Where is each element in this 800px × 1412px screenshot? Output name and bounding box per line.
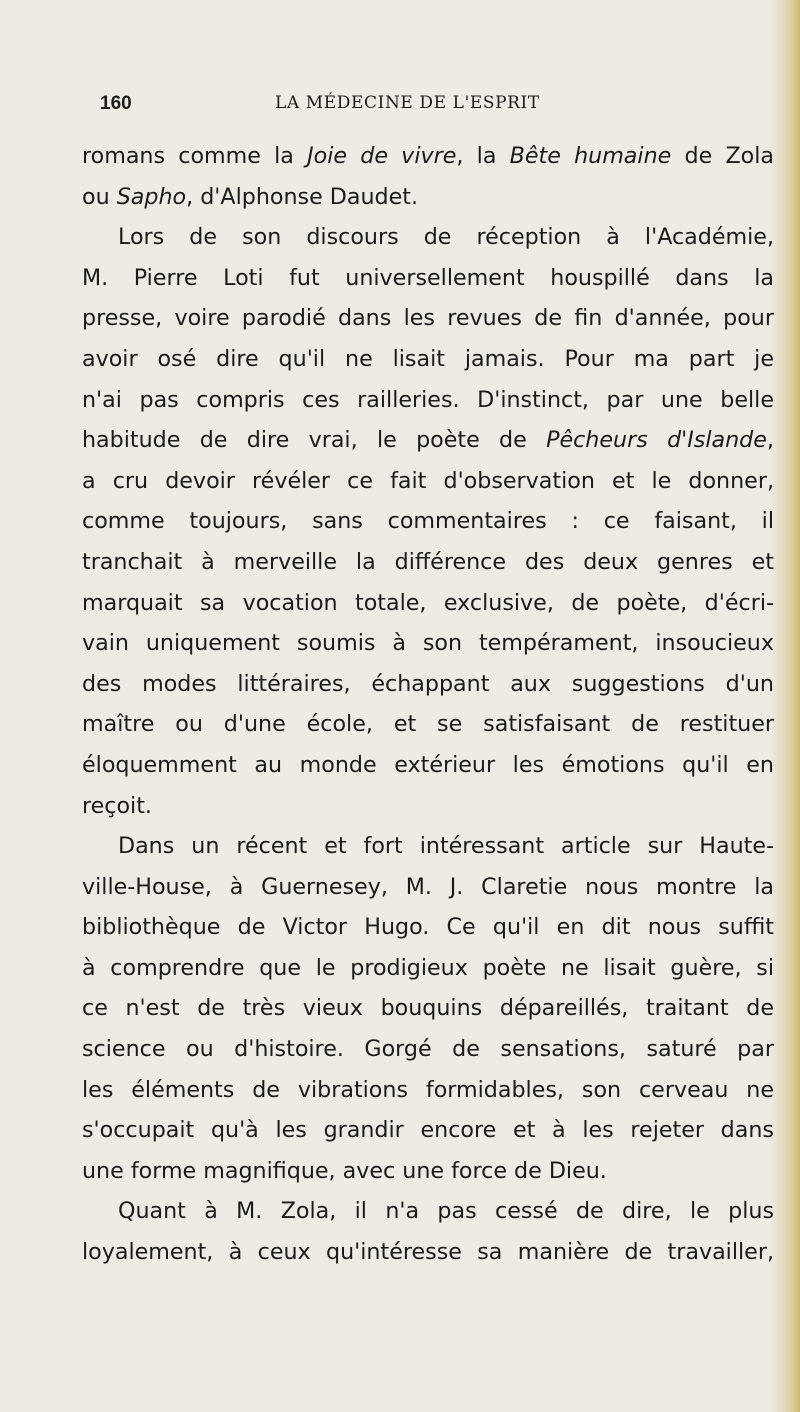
text-line: des modes littéraires, échappant aux suggestions d'un — [82, 670, 774, 697]
body-text — [82, 136, 774, 1273]
paragraph-start-line: Lors de son discours de réception à l'Académie, — [118, 224, 774, 251]
text-line: reçoit. — [82, 792, 152, 819]
text-line: à comprendre que le prodigieux poète ne lisait guère, si — [82, 954, 774, 981]
text-line: vain uniquement soumis à son tempérament, insoucieux — [82, 630, 774, 657]
book-title-sapho: Sapho — [116, 183, 187, 210]
text-line: habitude de dire vrai, le poète de Pêcheurs d'Islande, — [82, 427, 774, 454]
text-line: science ou d'histoire. Gorgé de sensations, saturé par — [82, 1036, 774, 1063]
text-line: s'occupait qu'à les grandir encore et à les rejeter dans — [82, 1117, 774, 1144]
text-line: tranchait à merveille la différence des deux genres et — [82, 548, 774, 575]
paragraph-start-line: Quant à M. Zola, il n'a pas cessé de dire, le plus — [118, 1198, 774, 1225]
running-title: LA MÉDECINE DE L'ESPRIT — [275, 93, 540, 113]
book-title-joie-de-vivre: Joie de vivre — [307, 143, 457, 169]
text-line: avoir osé dire qu'il ne lisait jamais. Pour ma part je — [82, 345, 774, 372]
text-line: ville-House, à Guernesey, M. J. Claretie nous montre la — [82, 873, 774, 900]
text-line: marquait sa vocation totale, exclusive, de poète, d'écri- — [82, 589, 774, 616]
page-number: 160 — [100, 93, 132, 114]
text-line: ou Sapho, d'Alphonse Daudet. — [82, 183, 419, 210]
text-line: comme toujours, sans commentaires : ce faisant, il — [82, 508, 774, 535]
text-line: les éléments de vibrations formidables, son cerveau ne — [82, 1076, 774, 1103]
text-line: maître ou d'une école, et se satisfaisant de restituer — [82, 711, 774, 738]
text-line: presse, voire parodié dans les revues de fin d'année, pour — [82, 305, 774, 332]
paragraph-start-line: Dans un récent et fort intéressant article sur Haute- — [118, 833, 774, 860]
text-line: ce n'est de très vieux bouquins dépareillés, traitant de — [82, 995, 774, 1022]
book-title-bete-humaine: Bête humaine — [509, 143, 672, 169]
page-header — [100, 93, 790, 123]
book-title-pecheurs-d-islande: Pêcheurs d'Islande — [546, 427, 767, 454]
text-line: bibliothèque de Victor Hugo. Ce qu'il en dit nous suffit — [82, 914, 774, 941]
text-line: M. Pierre Loti fut universellement houspillé dans la — [82, 264, 774, 291]
text-line: romans comme la Joie de vivre, la Bête humaine de Zola — [82, 143, 774, 169]
text-line: n'ai pas compris ces railleries. D'instinct, par une belle — [82, 386, 774, 413]
text-line: a cru devoir révéler ce fait d'observation et le donner, — [82, 467, 774, 494]
text-line: éloquemment au monde extérieur les émotions qu'il en — [82, 751, 774, 778]
text-line: loyalement, à ceux qu'intéresse sa manière de travailler, — [82, 1239, 774, 1266]
text-line: une forme magnifique, avec une force de Dieu. — [82, 1157, 607, 1184]
